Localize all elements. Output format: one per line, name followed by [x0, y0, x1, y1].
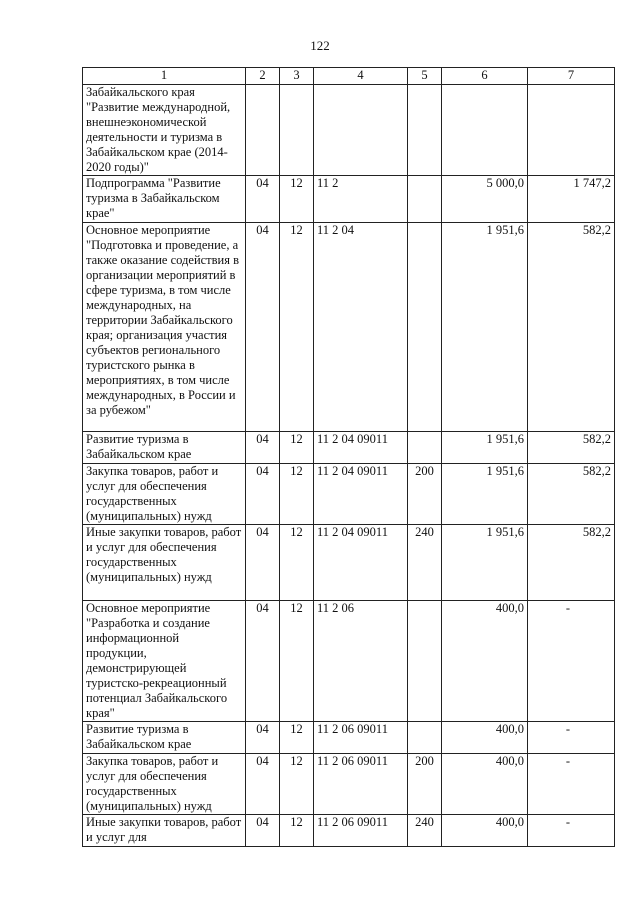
row-description: Закупка товаров, работ и услуг для обеспечения государственных (муниципальных) нужд [83, 464, 246, 525]
row-description: Иные закупки товаров, работ и услуг для [83, 815, 246, 847]
row-subsection: 12 [280, 601, 314, 722]
row-section: 04 [246, 223, 280, 432]
row-expense-type [408, 223, 442, 432]
row-plan-amount: 400,0 [442, 754, 528, 815]
row-actual-amount: - [528, 754, 615, 815]
row-target-code: 11 2 [314, 176, 408, 223]
row-section: 04 [246, 176, 280, 223]
row-description: Подпрограмма "Развитие туризма в Забайкальском крае" [83, 176, 246, 223]
column-header-6: 6 [442, 68, 528, 85]
row-expense-type: 200 [408, 464, 442, 525]
table-row [83, 525, 615, 601]
row-plan-amount: 400,0 [442, 601, 528, 722]
column-header-1: 1 [83, 68, 246, 85]
row-section: 04 [246, 432, 280, 464]
row-plan-amount: 1 951,6 [442, 525, 528, 601]
row-subsection: 12 [280, 176, 314, 223]
row-description: Развитие туризма в Забайкальском крае [83, 722, 246, 754]
page-number: 122 [310, 38, 330, 53]
table-row [83, 601, 615, 722]
row-actual-amount: - [528, 722, 615, 754]
row-target-code: 11 2 06 09011 [314, 815, 408, 847]
row-expense-type [408, 176, 442, 223]
row-actual-amount: - [528, 815, 615, 847]
row-expense-type [408, 601, 442, 722]
table-row [83, 722, 615, 754]
table-row [83, 176, 615, 223]
row-description: Забайкальского края "Развитие международной, внешнеэкономической деятельности и туризма в Забайкальском крае (2014-2020 годы)" [83, 85, 246, 176]
row-target-code: 11 2 06 09011 [314, 722, 408, 754]
row-subsection: 12 [280, 525, 314, 601]
row-description: Основное мероприятие "Разработка и создание информационной продукции, демонстрирующей туристско-рекреационный потенциал Забайкальского края" [83, 601, 246, 722]
row-section: 04 [246, 464, 280, 525]
row-plan-amount: 1 951,6 [442, 223, 528, 432]
row-actual-amount: 582,2 [528, 432, 615, 464]
row-subsection: 12 [280, 464, 314, 525]
column-header-2: 2 [246, 68, 280, 85]
row-target-code [314, 85, 408, 176]
budget-table [82, 67, 615, 847]
row-subsection: 12 [280, 754, 314, 815]
table-row [83, 815, 615, 847]
row-subsection: 12 [280, 722, 314, 754]
row-description: Развитие туризма в Забайкальском крае [83, 432, 246, 464]
row-subsection: 12 [280, 223, 314, 432]
row-target-code: 11 2 04 09011 [314, 432, 408, 464]
row-subsection [280, 85, 314, 176]
row-expense-type [408, 722, 442, 754]
row-target-code: 11 2 06 [314, 601, 408, 722]
table-row [83, 432, 615, 464]
row-description: Закупка товаров, работ и услуг для обеспечения государственных (муниципальных) нужд [83, 754, 246, 815]
row-description: Иные закупки товаров, работ и услуг для обеспечения государственных (муниципальных) нужд [83, 525, 246, 601]
table-row [83, 464, 615, 525]
row-target-code: 11 2 06 09011 [314, 754, 408, 815]
row-expense-type: 240 [408, 525, 442, 601]
row-target-code: 11 2 04 09011 [314, 464, 408, 525]
header-row [83, 68, 615, 85]
row-section: 04 [246, 722, 280, 754]
row-target-code: 11 2 04 [314, 223, 408, 432]
row-section: 04 [246, 601, 280, 722]
row-plan-amount: 400,0 [442, 722, 528, 754]
row-expense-type: 240 [408, 815, 442, 847]
column-header-7: 7 [528, 68, 615, 85]
row-expense-type [408, 85, 442, 176]
row-description: Основное мероприятие "Подготовка и проведение, а также оказание содействия в организации мероприятий в сфере туризма, в том числе международных, на территории Забайкальского края; организация участия субъектов регионального туристского рынка в мероприятиях, в том числе международных, в России и за рубежом" [83, 223, 246, 432]
row-plan-amount: 400,0 [442, 815, 528, 847]
table-row [83, 85, 615, 176]
table-row [83, 223, 615, 432]
row-plan-amount: 1 951,6 [442, 432, 528, 464]
row-actual-amount: 582,2 [528, 464, 615, 525]
row-actual-amount: 1 747,2 [528, 176, 615, 223]
row-subsection: 12 [280, 432, 314, 464]
row-plan-amount: 1 951,6 [442, 464, 528, 525]
row-actual-amount: 582,2 [528, 525, 615, 601]
row-expense-type: 200 [408, 754, 442, 815]
row-actual-amount [528, 85, 615, 176]
row-section [246, 85, 280, 176]
column-header-5: 5 [408, 68, 442, 85]
row-subsection: 12 [280, 815, 314, 847]
column-header-3: 3 [280, 68, 314, 85]
column-header-4: 4 [314, 68, 408, 85]
row-plan-amount [442, 85, 528, 176]
row-section: 04 [246, 815, 280, 847]
row-section: 04 [246, 754, 280, 815]
row-expense-type [408, 432, 442, 464]
row-actual-amount: - [528, 601, 615, 722]
row-actual-amount: 582,2 [528, 223, 615, 432]
row-section: 04 [246, 525, 280, 601]
row-plan-amount: 5 000,0 [442, 176, 528, 223]
row-target-code: 11 2 04 09011 [314, 525, 408, 601]
table-row [83, 754, 615, 815]
